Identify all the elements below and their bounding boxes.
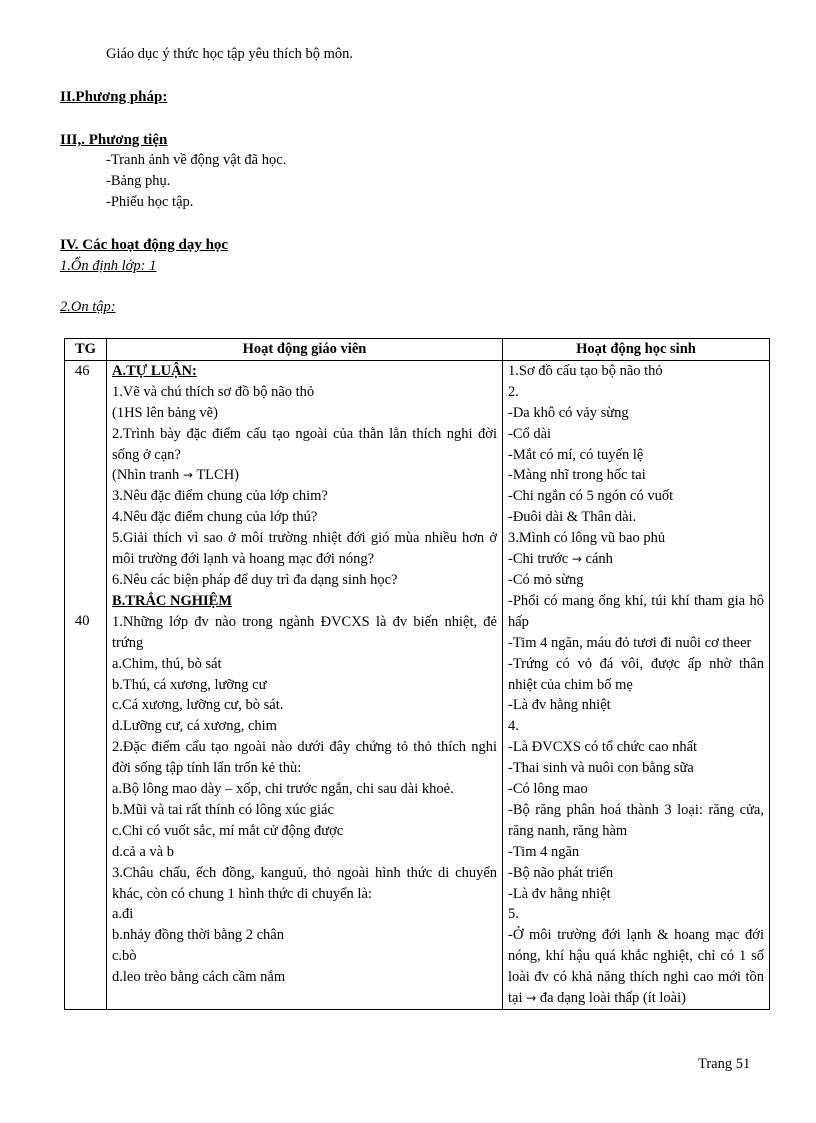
student-line: 3.Mình có lông vũ bao phủ (508, 530, 666, 547)
teacher-text: TLCH) (196, 467, 239, 484)
teacher-line: b.nhảy đồng thời bằng 2 chân (112, 927, 284, 944)
student-line: 2. (508, 383, 519, 400)
student-line: 4. (508, 718, 519, 735)
means-item: -Tranh ảnh về động vật đã học. (106, 152, 287, 168)
lesson-activity-table (64, 338, 770, 1010)
means-item: -Bảng phụ. (106, 173, 171, 189)
student-line: -Cổ dài (508, 425, 552, 442)
student-text: -Chi trước (508, 551, 569, 568)
teacher-line: 5.Giải thích vì sao ở môi trường nhiệt đới gió mùa nhiều hơn ở môi trường đới lạnh và hoang mạc đới nóng? (112, 530, 497, 568)
student-line: -Tim 4 ngăn, máu đỏ tươi đi nuôi cơ theer (508, 634, 752, 651)
student-line: -Chi ngắn có 5 ngón có vuốt (508, 488, 674, 505)
teacher-activity-column (107, 360, 503, 1009)
student-line: -Phổi có mang ống khí, túi khí tham gia hô hấp (508, 592, 764, 630)
teacher-text: (Nhìn tranh (112, 467, 180, 484)
header-student-activity: Hoạt động học sinh (503, 339, 770, 361)
intro-line: Giáo dục ý thức học tập yêu thích bộ môn. (106, 46, 354, 62)
teacher-line: b.Mũi và tai rất thính có lông xúc giác (112, 801, 334, 818)
student-line: 5. (508, 906, 519, 923)
student-activity-column (503, 360, 770, 1009)
quiz-heading: B.TRẮC NGHIỆM (112, 592, 233, 609)
teacher-line: 2.Trình bày đặc điểm cấu tạo ngoài của thằn lằn thích nghi đời sống ở cạn? (112, 425, 497, 463)
teacher-line: 1.Vẽ và chú thích sơ đồ bộ não thỏ (112, 383, 315, 400)
header-time: TG (65, 339, 107, 361)
student-line: -Tim 4 ngăn (508, 843, 580, 860)
student-line: -Bộ não phát triển (508, 864, 614, 881)
section-methods-heading: II.Phương pháp: (60, 89, 168, 105)
teacher-line: c.bò (112, 948, 137, 965)
teacher-line: a.đi (112, 906, 134, 923)
student-line: -Bộ răng phân hoá thành 3 loại: răng cửa, răng nanh, răng hàm (508, 801, 764, 839)
teacher-line: d.cả a và b (112, 843, 174, 860)
teacher-line: 3.Châu chấu, ếch đồng, kanguủ, thỏ ngoài hình thức di chuyển khác, còn có chung 1 hình thức di chuyển là: (112, 864, 497, 902)
time-value-quiz: 40 (75, 612, 90, 629)
section-activities-heading: IV. Các hoạt động dạy học (60, 237, 229, 253)
student-line (508, 925, 764, 1009)
teacher-line: 6.Nêu các biện pháp để duy trì đa dạng sinh học? (112, 571, 398, 588)
student-line: -Mắt có mí, có tuyến lệ (508, 446, 644, 463)
teacher-line: 3.Nêu đặc điểm chung của lớp chim? (112, 488, 328, 505)
teacher-line: 1.Những lớp đv nào trong ngành ĐVCXS là đv biến nhiệt, đẻ trứng (112, 613, 497, 651)
teacher-line: d.Lưỡng cư, cá xương, chim (112, 718, 277, 735)
right-arrow-icon: → (526, 991, 537, 1006)
page-number: Trang 51 (698, 1056, 751, 1072)
student-line: 1.Sơ đồ cấu tạo bộ não thỏ (508, 362, 663, 379)
time-value-essay: 46 (75, 362, 90, 379)
student-line: -Màng nhĩ trong hốc tai (508, 467, 646, 484)
student-line: -Là ĐVCXS có tổ chức cao nhất (508, 739, 698, 756)
right-arrow-icon: → (571, 552, 582, 567)
student-line: -Có mỏ sừng (508, 571, 584, 588)
teacher-line: a.Chim, thú, bò sát (112, 655, 222, 672)
student-line: -Đuôi dài & Thân dài. (508, 509, 637, 526)
teacher-line: c.Cá xương, lưỡng cư, bò sát. (112, 697, 284, 714)
means-item: -Phiếu học tập. (106, 194, 194, 210)
right-arrow-icon: → (182, 468, 193, 483)
student-line: -Có lông mao (508, 781, 588, 798)
section-means-heading: III,. Phương tiện (60, 132, 168, 148)
teacher-line: c.Chi có vuốt sắc, mí mắt cử động được (112, 822, 344, 839)
student-text: đa dạng loài thấp (ít loài) (539, 990, 686, 1007)
student-line (508, 549, 764, 570)
essay-heading: A.TỰ LUẬN: (112, 362, 197, 379)
teacher-line (112, 465, 497, 486)
subsection-review: 2.On tập: (60, 299, 116, 315)
student-line: -Da khô có vảy sừng (508, 404, 629, 421)
teacher-line: 4.Nêu đặc điểm chung của lớp thú? (112, 509, 318, 526)
student-line: -Thai sinh và nuôi con bằng sữa (508, 760, 694, 777)
time-column (65, 360, 107, 1009)
header-teacher-activity: Hoạt động giáo viên (107, 339, 503, 361)
student-line: -Trứng có vỏ đá vôi, được ấp nhờ thân nhiệt của chim bố mẹ (508, 655, 764, 693)
teacher-line: b.Thú, cá xương, lưỡng cư (112, 676, 267, 693)
teacher-line: d.leo trèo bằng cách cầm nắm (112, 969, 286, 986)
student-text: -Ở môi trường đới lạnh & hoang mạc đới nóng, khí hậu quá khắc nghiệt, chỉ có 1 số loài đv có khả năng thích nghi cao mới tồn tại (508, 927, 764, 1007)
teacher-line: a.Bộ lông mao dày – xốp, chi trước ngắn, chi sau dài khoẻ. (112, 781, 454, 798)
teacher-line: 2.Đặc điểm cấu tạo ngoài nào dưới đây chứng tỏ thỏ thích nghi đời sống tập tính lẩn trốn kẻ thù: (112, 739, 497, 777)
student-text: cánh (585, 551, 613, 568)
teacher-line: (1HS lên bảng vẽ) (112, 404, 218, 421)
subsection-class-order: 1.Ổn định lớp: 1 (60, 258, 157, 274)
student-line: -Là đv hằng nhiệt (508, 697, 611, 714)
student-line: -Là đv hằng nhiệt (508, 885, 611, 902)
